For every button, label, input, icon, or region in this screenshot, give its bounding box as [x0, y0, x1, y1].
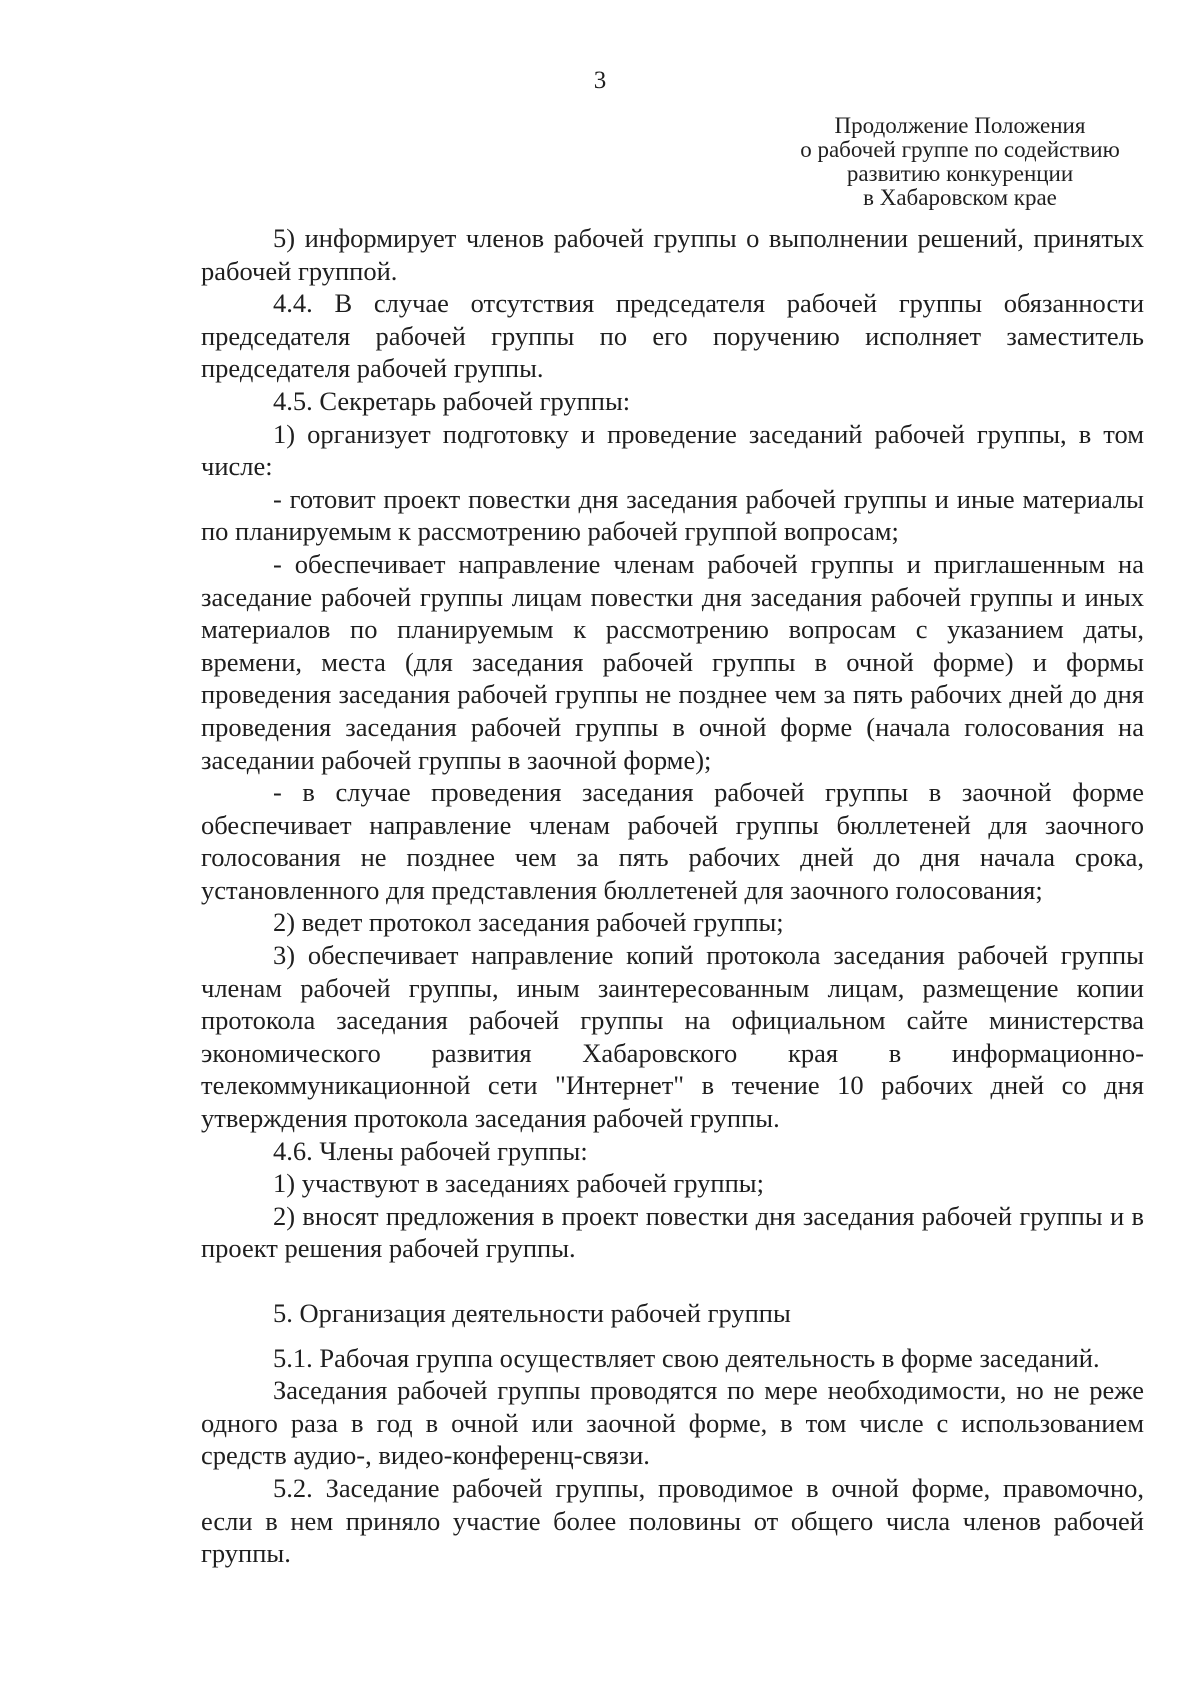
paragraph-5-2: 5.2. Заседание рабочей группы, проводимое в очной форме, правомочно, если в нем приняло участие более половины от общего числа членов рабочей группы.: [201, 1472, 1144, 1569]
running-header-line-1: Продолжение Положения: [834, 113, 1086, 138]
running-header-line-3: развитию конкуренции: [846, 161, 1074, 186]
page-number: 3: [593, 67, 607, 94]
paragraph-4-5-item-3: 3) обеспечивает направление копий протокола заседания рабочей группы членам рабочей группы, иным заинтересованным лицам, размещение копии протокола заседания рабочей группы на официальном сайте министерства экономического развития Хабаровского края в информационно-телекоммуникационной сети "Интернет" в течение 10 рабочих дней со дня утверждения протокола заседания рабочей группы.: [201, 940, 1144, 1134]
paragraph-4-5-item-1: 1) организует подготовку и проведение заседаний рабочей группы, в том числе:: [201, 418, 1144, 482]
paragraph-4-6: 4.6. Члены рабочей группы:: [273, 1135, 588, 1166]
paragraph-dash-absentee-voting: - в случае проведения заседания рабочей группы в заочной форме обеспечивает направление членам рабочей группы бюллетеней для заочного голосования не позднее чем за пять рабочих дней до дня начала срока, установленного для представления бюллетеней для заочного голосования;: [201, 777, 1144, 905]
paragraph-dash-agenda: - готовит проект повестки дня заседания рабочей группы и иные материалы по планируемым к рассмотрению рабочей группой вопросам;: [201, 483, 1144, 547]
running-header-line-4: в Хабаровском крае: [863, 185, 1057, 210]
paragraph-4-5-item-2: 2) ведет протокол заседания рабочей группы;: [273, 907, 784, 938]
paragraph-item-5-informs: 5) информирует членов рабочей группы о выполнении решений, принятых рабочей группой.: [201, 223, 1144, 286]
section-5-heading: 5. Организация деятельности рабочей группы: [273, 1298, 791, 1328]
paragraph-4-6-item-1: 1) участвуют в заседаниях рабочей группы;: [273, 1168, 764, 1199]
paragraph-4-4: 4.4. В случае отсутствия председателя рабочей группы обязанности председателя рабочей группы по его поручению исполняет заместитель председателя рабочей группы.: [201, 288, 1144, 384]
paragraph-4-5: 4.5. Секретарь рабочей группы:: [273, 385, 631, 416]
running-header: [770, 114, 1150, 210]
running-header-line-2: о рабочей группе по содействию: [800, 137, 1120, 162]
document-body: [201, 222, 1144, 1570]
paragraph-5-1: 5.1. Рабочая группа осуществляет свою деятельность в форме заседаний.: [273, 1342, 1100, 1373]
paragraph-meetings-frequency: Заседания рабочей группы проводятся по мере необходимости, но не реже одного раза в год в очной или заочной форме, в том числе с использованием средств аудио-, видео-конференц-связи.: [201, 1375, 1144, 1471]
paragraph-dash-notification: - обеспечивает направление членам рабочей группы и приглашенным на заседание рабочей группы лицам повестки дня заседания рабочей группы и иных материалов по планируемым к рассмотрению вопросам с указанием даты, времени, места (для заседания рабочей группы в очной форме) и формы проведения заседания рабочей группы не позднее чем за пять рабочих дней до дня проведения заседания рабочей группы в очной форме (начала голосования на заседании рабочей группы в заочной форме);: [201, 548, 1144, 775]
paragraph-4-6-item-2: 2) вносят предложения в проект повестки дня заседания рабочей группы и в проект решения рабочей группы.: [201, 1200, 1144, 1264]
